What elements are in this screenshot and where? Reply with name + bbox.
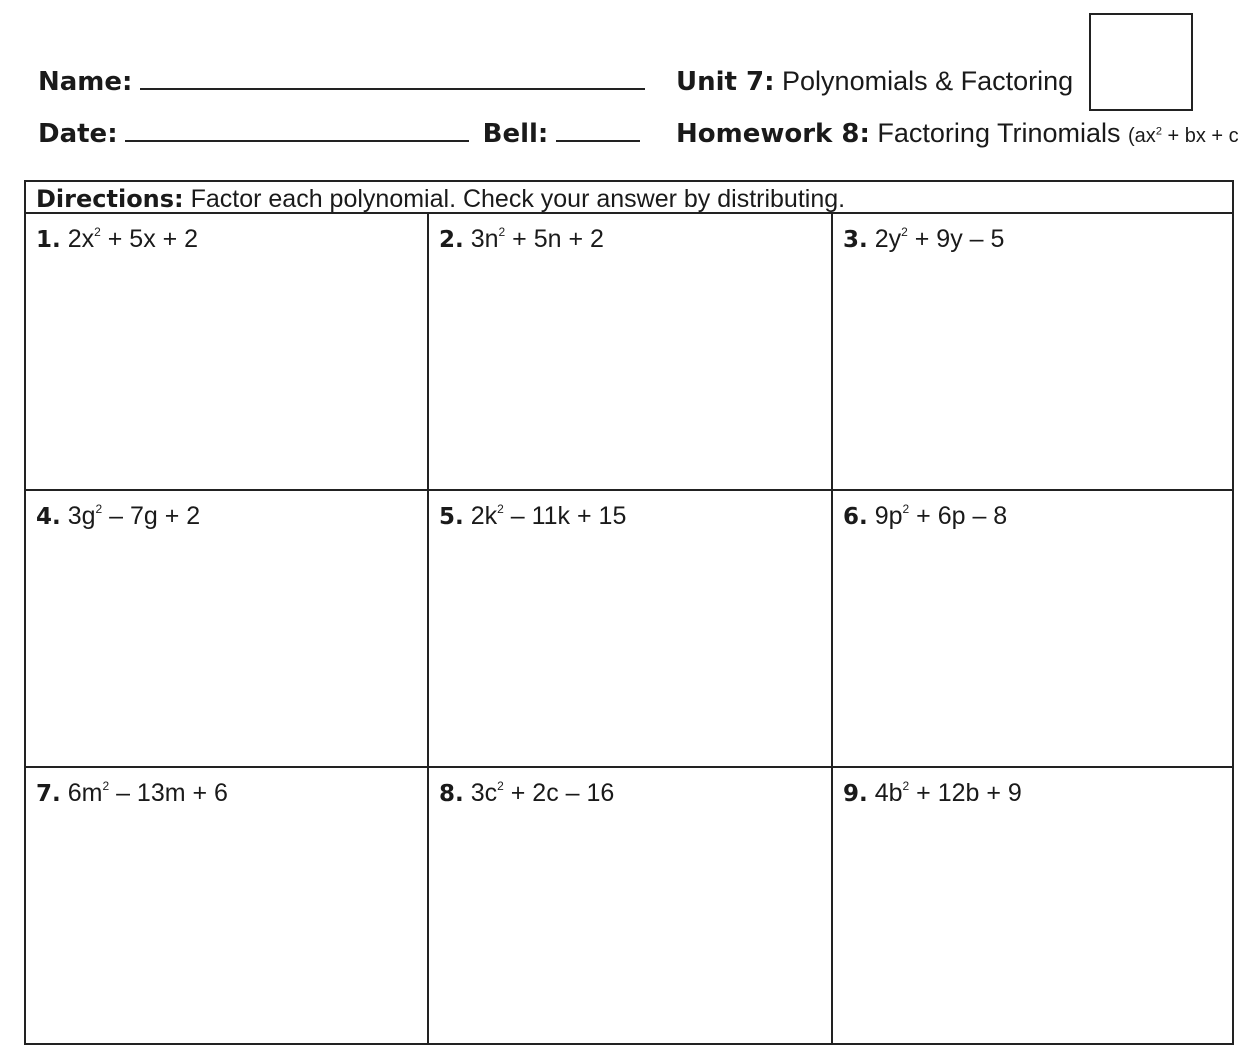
problem-cell[interactable]	[833, 214, 1232, 489]
problem-number: 4.	[36, 504, 61, 530]
problem-number: 5.	[439, 504, 464, 530]
problem-number: 7.	[36, 781, 61, 807]
problem-expression: $6m^2 - 13m + 6$	[67, 779, 228, 807]
problem-cell[interactable]	[26, 491, 427, 766]
problem-expression: $3g^2 - 7g + 2$	[67, 502, 201, 530]
problem-grid	[24, 180, 1234, 1045]
date-field[interactable]	[125, 140, 469, 142]
problem-number: 2.	[439, 227, 464, 253]
directions-text: Factor each polynomial. Check your answer by distributing.	[190, 185, 846, 213]
homework-title: Factoring Trinomials	[877, 118, 1121, 148]
bell-label: Bell:	[482, 119, 549, 149]
problem-number: 3.	[843, 227, 868, 253]
score-box	[1089, 13, 1193, 111]
problem-cell[interactable]	[26, 214, 427, 489]
problem-expression: $3c^2 + 2c - 16$	[470, 779, 615, 807]
problem-cell[interactable]	[833, 768, 1232, 1043]
directions-label: Directions:	[36, 185, 184, 213]
date-label: Date:	[38, 119, 118, 149]
problem-expression: $2k^2 - 11k + 15$	[470, 502, 627, 530]
unit-row	[676, 66, 1073, 97]
problem-cell[interactable]	[429, 768, 831, 1043]
trinomial-formula: ($ax^2$ + bx + c	[1128, 125, 1239, 147]
unit-label: Unit 7:	[676, 67, 775, 97]
bell-field[interactable]	[556, 140, 640, 142]
problem-number: 8.	[439, 781, 464, 807]
problem-expression: $9p^2 + 6p - 8$	[874, 502, 1008, 530]
directions	[26, 182, 1232, 214]
date-row	[38, 118, 640, 149]
name-label: Name:	[38, 67, 133, 97]
problem-number: 6.	[843, 504, 868, 530]
problem-cell[interactable]	[26, 768, 427, 1043]
name-field[interactable]	[140, 88, 645, 90]
problem-expression: $2y^2 + 9y - 5$	[874, 225, 1005, 253]
problem-number: 9.	[843, 781, 868, 807]
problem-cell[interactable]	[429, 214, 831, 489]
homework-row	[676, 118, 1239, 149]
problem-cell[interactable]	[833, 491, 1232, 766]
problem-expression: $3n^2 + 5n + 2$	[470, 225, 604, 253]
problem-cell[interactable]	[429, 491, 831, 766]
name-row	[38, 66, 645, 97]
unit-title: Polynomials & Factoring	[782, 66, 1074, 96]
problem-expression: $4b^2 + 12b + 9$	[874, 779, 1022, 807]
homework-label: Homework 8:	[676, 119, 870, 149]
problem-number: 1.	[36, 227, 61, 253]
problem-expression: $2x^2 + 5x + 2$	[67, 225, 199, 253]
